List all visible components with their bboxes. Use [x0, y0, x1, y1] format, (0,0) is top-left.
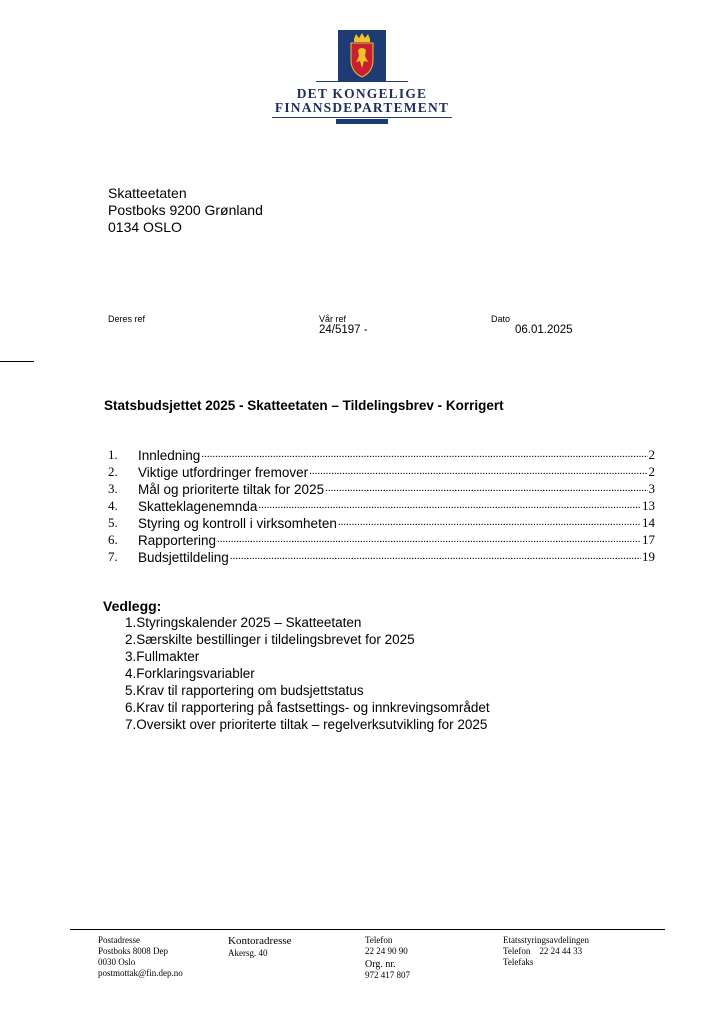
toc-page: 17: [642, 532, 655, 547]
document-title: Statsbudsjettet 2025 - Skatteetaten – Tildelingsbrev - Korrigert: [104, 398, 504, 413]
avdeling-telefon: Telefon 22 24 44 33: [503, 946, 583, 956]
toc-number: 2.: [108, 464, 118, 479]
deres-ref-label: Deres ref: [108, 314, 146, 324]
attachment-item: 1.Styringskalender 2025 – Skatteetaten: [125, 615, 362, 630]
var-ref-label: Vår ref: [319, 314, 347, 324]
toc-entry[interactable]: [108, 480, 655, 497]
toc-title: Skatteklagenemnda: [138, 499, 258, 514]
toc-entry[interactable]: [108, 548, 655, 565]
letterhead-bar: [336, 119, 388, 124]
toc-title: Styring og kontroll i virksomheten: [138, 516, 337, 531]
orgnr-value: 972 417 807: [365, 970, 410, 980]
coat-of-arms-logo: [338, 30, 386, 82]
footer-avdeling: [503, 935, 589, 968]
toc-entry[interactable]: [108, 514, 655, 531]
recipient-address: Postboks 9200 Grønland: [108, 202, 263, 218]
toc-leader: [217, 533, 641, 546]
letterhead-rule-top: [316, 81, 408, 82]
toc-leader: [201, 448, 647, 461]
toc-page: 13: [642, 498, 655, 513]
toc-page: 14: [642, 515, 655, 530]
toc-entry[interactable]: [108, 446, 655, 463]
kontoradresse-value: Akersg. 40: [228, 948, 268, 958]
toc-entry[interactable]: [108, 463, 655, 480]
recipient-postal: 0134 OSLO: [108, 219, 182, 235]
toc-number: 4.: [108, 498, 118, 513]
postadresse-email: postmottak@fin.dep.no: [98, 968, 183, 978]
footer-kontoradresse: [228, 935, 292, 959]
toc-leader: [258, 499, 641, 512]
dato-label: Dato: [491, 314, 511, 324]
postadresse-line1: Postboks 8008 Dep: [98, 946, 169, 956]
attachment-item: 6.Krav til rapportering på fastsettings- og innkrevingsområdet: [125, 700, 490, 715]
attachment-item: 2.Særskilte bestillinger i tildelingsbrevet for 2025: [125, 632, 415, 647]
telefon-label: Telefon: [365, 935, 393, 945]
toc-number: 7.: [108, 549, 118, 564]
attachment-item: 5.Krav til rapportering om budsjettstatus: [125, 683, 364, 698]
letterhead-rule-bottom: [272, 117, 452, 118]
toc-title: Rapportering: [138, 533, 217, 548]
toc-leader: [325, 482, 647, 495]
footer-postadresse: [98, 935, 183, 979]
fold-mark: [0, 361, 34, 362]
footer-rule: [70, 929, 665, 930]
telefon-value: 22 24 90 90: [365, 946, 408, 956]
recipient-name: Skatteetaten: [108, 185, 187, 201]
attachment-item: 3.Fullmakter: [125, 649, 200, 664]
toc-number: 3.: [108, 481, 118, 496]
toc-page: 2: [648, 464, 655, 479]
attachments-heading: Vedlegg:: [103, 598, 162, 614]
toc-title: Budsjettildeling: [138, 550, 229, 565]
toc-leader: [338, 516, 641, 529]
attachment-item: 7.Oversikt over prioriterte tiltak – regelverksutvikling for 2025: [125, 717, 488, 732]
toc-entry[interactable]: [108, 497, 655, 514]
toc-leader: [230, 550, 641, 563]
toc-page: 2: [648, 447, 655, 462]
toc-leader: [309, 465, 647, 478]
toc-number: 1.: [108, 447, 118, 462]
letterhead-line-1: DET KONGELIGE: [296, 86, 428, 101]
orgnr-label: Org. nr.: [365, 959, 396, 970]
postadresse-label: Postadresse: [98, 935, 140, 945]
toc-title: Mål og prioriterte tiltak for 2025: [138, 482, 325, 497]
attachment-item: 4.Forklaringsvariabler: [125, 666, 255, 681]
toc-number: 5.: [108, 515, 118, 530]
toc-number: 6.: [108, 532, 118, 547]
avdeling-telefaks: Telefaks: [503, 957, 534, 967]
toc-entry[interactable]: [108, 531, 655, 548]
var-ref-value: 24/5197 -: [319, 324, 368, 336]
avdeling-label: Etatsstyringsavdelingen: [503, 935, 589, 945]
toc-page: 3: [648, 481, 655, 496]
toc-page: 19: [642, 549, 655, 564]
toc-title: Innledning: [138, 448, 201, 463]
dato-value: 06.01.2025: [515, 324, 573, 336]
toc-title: Viktige utfordringer fremover: [138, 465, 309, 480]
letterhead-line-2: FINANSDEPARTEMENT: [274, 100, 450, 115]
postadresse-line2: 0030 Oslo: [98, 957, 136, 967]
kontoradresse-label: Kontoradresse: [228, 935, 292, 947]
footer-telefon: [365, 935, 410, 981]
